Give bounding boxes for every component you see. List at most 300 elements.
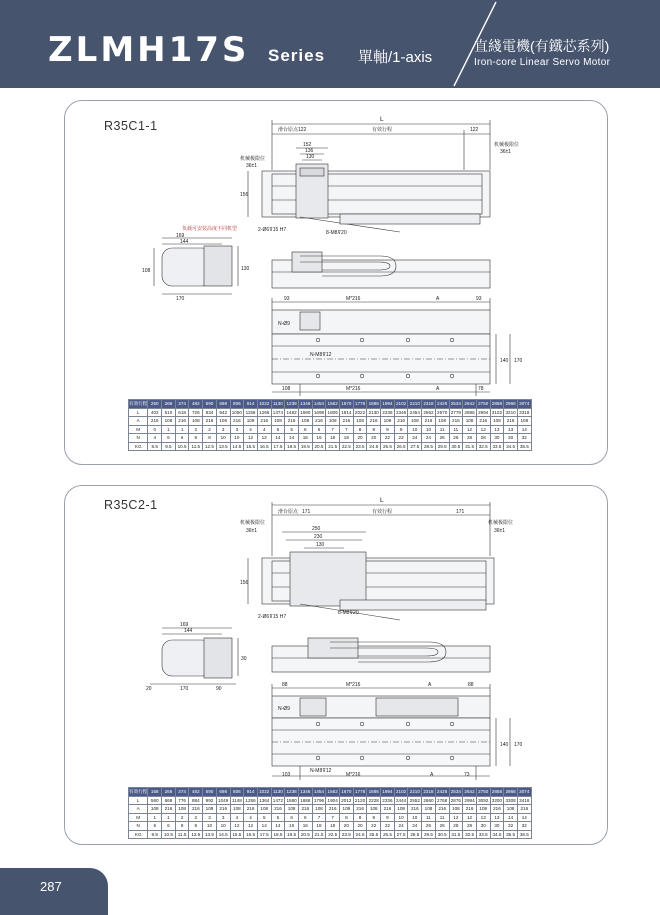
- table-cell: 13: [504, 425, 518, 434]
- dim-130: 130: [306, 154, 315, 160]
- table-cell: 108: [381, 417, 395, 426]
- table-cell: 14: [271, 434, 285, 443]
- stroke-cell: 1670: [341, 789, 352, 795]
- stroke-cell: 2426: [437, 401, 448, 407]
- table-cell: 108: [340, 805, 354, 814]
- table-cell: 884: [189, 796, 203, 805]
- table-cell: 28: [476, 434, 490, 443]
- table-cell: 8.5: [148, 442, 162, 451]
- table-cell: 22: [381, 822, 395, 831]
- table-cell: 108: [353, 417, 367, 426]
- table-cell: 1: [162, 425, 176, 434]
- stroke-cell: 3074: [519, 401, 530, 407]
- hole-left-spec: 2-Ø6⊽15 H7: [258, 227, 287, 233]
- table-cell: 8: [175, 822, 189, 831]
- table-cell: 24: [408, 434, 422, 443]
- stroke-cell: 2210: [409, 401, 420, 407]
- dim-origin: 滑台原点122: [278, 127, 307, 133]
- stroke-cell: 2102: [395, 789, 407, 795]
- series-label: Series: [268, 46, 326, 65]
- dim-a-bottom: A: [430, 772, 434, 778]
- table-cell: 1904: [327, 797, 338, 803]
- table-cell: 16.5: [257, 442, 271, 451]
- stroke-cell: 1022: [259, 789, 270, 795]
- table-cell: 10.5: [162, 830, 176, 839]
- table-cell: 7: [340, 425, 354, 434]
- table-cell: 4: [257, 425, 271, 434]
- table-cell: 13: [490, 813, 504, 822]
- install-height-note: 负载可安装高度不同机型: [182, 226, 238, 232]
- table-cell: 26: [435, 434, 449, 443]
- table-cell: 3102: [491, 409, 503, 415]
- table-cell: 4: [244, 813, 258, 822]
- row-label: M: [129, 425, 148, 434]
- table-cell: 942: [216, 408, 230, 417]
- table-cell: 1256: [245, 797, 256, 803]
- table-cell: 10: [408, 813, 422, 822]
- table-cell: 2238: [382, 409, 393, 415]
- table-cell: 8: [367, 425, 381, 434]
- stroke-cell: 1022: [259, 401, 270, 407]
- table-cell: 3416: [519, 797, 530, 803]
- table-cell: 19.5: [285, 830, 299, 839]
- table-cell: 35.5: [517, 442, 531, 451]
- table-cell: 0: [148, 425, 162, 434]
- limit-right-value: 36±1: [500, 149, 512, 155]
- dim-a-top: A: [436, 296, 440, 302]
- table-cell: 13.5: [203, 830, 217, 839]
- table-cell: 35.5: [504, 830, 518, 839]
- stroke-cell: 266: [162, 788, 176, 797]
- hole-n9: N-Ø9: [278, 321, 290, 327]
- table-cell: 12: [244, 822, 258, 831]
- table-cell: 216: [504, 417, 518, 426]
- stroke-cell: 914: [244, 788, 258, 797]
- stroke-cell: 1778: [354, 401, 366, 407]
- dim-140: 140: [500, 358, 509, 364]
- axis-label: 單軸/1-axis: [358, 49, 433, 66]
- dim-m216-top: M*216: [346, 682, 361, 688]
- dim-108: 108: [142, 268, 151, 274]
- table-cell: 8: [353, 813, 367, 822]
- table-row: [129, 796, 532, 805]
- stroke-cell: 2534: [450, 789, 461, 795]
- table-cell: 23.5: [340, 830, 354, 839]
- dim-170-plan: 170: [514, 358, 523, 364]
- stroke-cell: 2318: [423, 789, 434, 795]
- dim-origin-value: 171: [302, 509, 311, 515]
- table-cell: 12.5: [189, 830, 203, 839]
- table-cell: 20: [353, 434, 367, 443]
- table-cell: 108: [175, 805, 189, 814]
- hole-right-spec: 8-M8⊽20: [338, 610, 359, 616]
- table-cell: 23.5: [353, 442, 367, 451]
- stroke-cell: 482: [189, 788, 203, 797]
- table-cell: 108: [148, 805, 162, 814]
- table-cell: 34.5: [490, 830, 504, 839]
- stroke-cell: 1130: [272, 401, 283, 407]
- limit-right-label: 机械极限位: [488, 520, 514, 526]
- table-cell: 24.5: [367, 442, 381, 451]
- product-title: ZLMH17S: [48, 30, 250, 70]
- table-cell: 28: [463, 434, 477, 443]
- stroke-cell: 1670: [341, 401, 352, 407]
- stroke-cell: 2966: [505, 401, 516, 407]
- stroke-cell: 1562: [327, 789, 338, 795]
- stroke-cell: 698: [216, 400, 230, 409]
- table-cell: 22: [367, 822, 381, 831]
- table-row: [129, 805, 532, 814]
- table-cell: 2346: [395, 409, 407, 415]
- table-cell: 2660: [423, 797, 434, 803]
- table-cell: 20: [367, 434, 381, 443]
- stroke-cell: 250: [148, 400, 162, 409]
- dim-171: 171: [456, 509, 465, 515]
- table-cell: 30.5: [449, 442, 463, 451]
- hole-right-spec: 8-M8⊽20: [326, 230, 347, 236]
- table-cell: 20: [340, 822, 354, 831]
- table-cell: 15.5: [230, 830, 244, 839]
- table-cell: 28: [463, 822, 477, 831]
- table-cell: 1374: [272, 409, 284, 415]
- dim-140: 140: [500, 742, 509, 748]
- table-cell: 1796: [313, 797, 325, 803]
- table-cell: 2: [203, 425, 217, 434]
- table-cell: 108: [367, 805, 381, 814]
- table-cell: 216: [230, 417, 244, 426]
- table-cell: 12: [230, 822, 244, 831]
- table-cell: 14: [517, 425, 531, 434]
- table-cell: 17.5: [271, 442, 285, 451]
- table-cell: 13: [490, 425, 504, 434]
- table-cell: 7: [312, 813, 326, 822]
- dim-93-left: 93: [284, 296, 290, 302]
- table-cell: 16.5: [244, 830, 258, 839]
- table-cell: 18: [326, 822, 340, 831]
- table-cell: 10: [422, 425, 436, 434]
- table-cell: 28.5: [422, 442, 436, 451]
- table-cell: 2012: [341, 797, 352, 803]
- table-cell: 216: [449, 417, 463, 426]
- table-cell: 3210: [505, 409, 516, 415]
- table-cell: 26: [435, 822, 449, 831]
- table-row: [129, 830, 532, 839]
- stroke-cell: 266: [162, 400, 176, 409]
- table-cell: 834: [203, 408, 217, 417]
- table-cell: 216: [326, 805, 340, 814]
- limit-right-label: 机械极限位: [494, 142, 520, 148]
- stroke-cell: 2966: [505, 789, 516, 795]
- table-cell: 216: [367, 417, 381, 426]
- table-cell: 2: [189, 813, 203, 822]
- table-cell: 1049: [218, 797, 229, 803]
- table-cell: 12: [449, 813, 463, 822]
- table-cell: 776: [175, 796, 189, 805]
- table-cell: 32.5: [476, 442, 490, 451]
- dim-230: 230: [314, 534, 323, 540]
- table-cell: 2: [189, 425, 203, 434]
- table-cell: 9: [381, 813, 395, 822]
- table-cell: 6: [298, 813, 312, 822]
- stroke-cell: 2210: [409, 789, 420, 795]
- row-label: A: [129, 417, 148, 426]
- table-cell: 15.5: [244, 442, 258, 451]
- table-cell: 1688: [300, 797, 311, 803]
- table-cell: 21.5: [312, 830, 326, 839]
- table-row: [129, 813, 532, 822]
- table-cell: 25.5: [367, 830, 381, 839]
- table-cell: 1806: [327, 409, 338, 415]
- stroke-cell: 2426: [437, 789, 448, 795]
- stroke-cell: 1238: [286, 789, 297, 795]
- table-cell: 108: [394, 805, 408, 814]
- table-cell: 216: [490, 805, 504, 814]
- table-cell: 9.5: [148, 830, 162, 839]
- table-cell: 12: [463, 813, 477, 822]
- table-cell: 16: [298, 434, 312, 443]
- row-label: M: [129, 813, 148, 822]
- limit-left-value: 36±1: [246, 163, 258, 169]
- table-cell: 12.5: [203, 442, 217, 451]
- table-cell: 1266: [259, 409, 270, 415]
- table-cell: 25.5: [381, 442, 395, 451]
- table-cell: 216: [476, 417, 490, 426]
- table-cell: 3: [216, 425, 230, 434]
- table-cell: 32: [504, 822, 518, 831]
- stroke-cell: 2318: [423, 401, 434, 407]
- dim-88-left: 88: [282, 682, 288, 688]
- table-cell: 28: [449, 822, 463, 831]
- table-cell: 6: [285, 813, 299, 822]
- table-cell: 18: [326, 434, 340, 443]
- stroke-cell: 2534: [450, 401, 461, 407]
- table-cell: 32: [517, 434, 531, 443]
- table-cell: 14.5: [230, 442, 244, 451]
- table-cell: 13: [476, 813, 490, 822]
- dim-m216-top: M*216: [346, 296, 361, 302]
- table-cell: 108: [285, 805, 299, 814]
- stroke-cell: 374: [175, 400, 189, 409]
- table-cell: 20: [353, 822, 367, 831]
- stroke-cell: 1994: [382, 789, 393, 795]
- table-cell: 7: [326, 425, 340, 434]
- table-cell: 21.5: [326, 442, 340, 451]
- table-cell: 216: [517, 805, 531, 814]
- table-cell: 32.5: [463, 830, 477, 839]
- table-cell: 216: [285, 417, 299, 426]
- table-cell: 2984: [464, 797, 475, 803]
- table-cell: 12: [476, 425, 490, 434]
- table-cell: 108: [257, 805, 271, 814]
- dim-88-right: 88: [468, 682, 474, 688]
- table-cell: 402: [148, 408, 162, 417]
- table-cell: 10: [394, 813, 408, 822]
- stroke-cell: 2858: [491, 789, 503, 795]
- table-cell: 2130: [368, 409, 379, 415]
- dim-103: 103: [282, 772, 291, 778]
- table-cell: 216: [175, 417, 189, 426]
- table-cell: 216: [340, 417, 354, 426]
- table-cell: 1: [175, 425, 189, 434]
- table-cell: 108: [216, 417, 230, 426]
- table-cell: 2022: [354, 409, 366, 415]
- table-cell: 19.5: [298, 442, 312, 451]
- table-cell: 20.5: [298, 830, 312, 839]
- table-cell: 13.5: [216, 442, 230, 451]
- row-label: A: [129, 805, 148, 814]
- table-cell: 10: [230, 434, 244, 443]
- table-cell: 4: [148, 434, 162, 443]
- table-cell: 11: [435, 813, 449, 822]
- table-cell: 6: [162, 822, 176, 831]
- table-cell: 24: [408, 822, 422, 831]
- table-cell: 1580: [286, 797, 297, 803]
- table-cell: 560: [148, 796, 162, 805]
- category-title-en: Iron-core Linear Servo Motor: [474, 57, 611, 68]
- table-cell: 216: [422, 417, 436, 426]
- table-cell: 14.5: [216, 830, 230, 839]
- dim-m216-bottom: M*216: [346, 386, 361, 392]
- stroke-cell: 914: [244, 400, 258, 409]
- table-cell: 108: [162, 417, 176, 426]
- dim-73: 73: [464, 772, 470, 778]
- table-cell: 108: [476, 805, 490, 814]
- table-cell: 18.5: [285, 442, 299, 451]
- table-cell: 1914: [341, 409, 352, 415]
- table-cell: 108: [326, 417, 340, 426]
- table-cell: 34.5: [504, 442, 518, 451]
- row-label: N: [129, 822, 148, 831]
- table-cell: 26.5: [381, 830, 395, 839]
- table-cell: 33.5: [476, 830, 490, 839]
- table-cell: 618: [175, 408, 189, 417]
- table-cell: 9: [367, 813, 381, 822]
- stroke-cell: 2858: [491, 401, 503, 407]
- table-cell: 2228: [368, 797, 379, 803]
- table-cell: 30.5: [435, 830, 449, 839]
- table-cell: 2768: [437, 797, 448, 803]
- table-cell: 8: [203, 434, 217, 443]
- table-cell: 2876: [450, 797, 461, 803]
- dim-stroke: 有效行程: [372, 127, 393, 133]
- row-label: L: [129, 796, 148, 805]
- table-cell: 1: [148, 813, 162, 822]
- table-cell: 2120: [354, 797, 366, 803]
- table-cell: 2886: [464, 409, 475, 415]
- table-cell: 9: [381, 425, 395, 434]
- table-cell: 9: [394, 425, 408, 434]
- table-cell: 30: [504, 434, 518, 443]
- table-cell: 30: [476, 822, 490, 831]
- table-cell: 32: [517, 822, 531, 831]
- stroke-cell: 806: [230, 788, 244, 797]
- table-cell: 18: [340, 434, 354, 443]
- stroke-cell: 1994: [382, 401, 393, 407]
- dim-108-bottom: 108: [282, 386, 291, 392]
- limit-left-label: 机械极限位: [240, 520, 266, 526]
- table-cell: 8: [189, 822, 203, 831]
- dim-169: 169: [176, 233, 185, 239]
- table-cell: 216: [408, 805, 422, 814]
- table-cell: 5: [257, 813, 271, 822]
- stroke-cell: 1346: [300, 789, 311, 795]
- dim-93-right: 93: [476, 296, 482, 302]
- stroke-header-label: 有效行程: [129, 788, 148, 797]
- model-name: R35C2-1: [104, 498, 158, 512]
- stroke-cell: 1238: [286, 401, 297, 407]
- table-row: [129, 822, 532, 831]
- table-cell: 24: [422, 434, 436, 443]
- table-cell: 1364: [259, 797, 270, 803]
- table-cell: 216: [381, 805, 395, 814]
- dim-144: 144: [180, 239, 189, 245]
- stroke-cell: 590: [203, 788, 217, 797]
- table-cell: 108: [298, 417, 312, 426]
- table-cell: 1482: [286, 409, 297, 415]
- table-cell: 108: [490, 417, 504, 426]
- table-cell: 992: [203, 796, 217, 805]
- table-cell: 30: [490, 822, 504, 831]
- stroke-cell: 2642: [464, 401, 475, 407]
- dim-90: 90: [216, 686, 222, 692]
- hole-n9: N-Ø9: [278, 706, 290, 712]
- table-cell: 28.5: [408, 830, 422, 839]
- table-cell: 2336: [382, 797, 393, 803]
- dim-L: L: [380, 497, 384, 504]
- table-cell: 18: [312, 822, 326, 831]
- table-cell: 2: [175, 813, 189, 822]
- table-cell: 27.5: [408, 442, 422, 451]
- table-cell: 1: [162, 813, 176, 822]
- dim-stroke: 有效行程: [372, 509, 393, 515]
- table-cell: 26.5: [394, 442, 408, 451]
- dim-156: 156: [240, 580, 249, 586]
- table-cell: 2670: [437, 409, 448, 415]
- table-cell: 108: [271, 417, 285, 426]
- stroke-cell: 1562: [327, 401, 338, 407]
- table-cell: 5: [285, 425, 299, 434]
- table-cell: 16: [312, 434, 326, 443]
- table-cell: 22: [381, 434, 395, 443]
- dim-origin: 滑台原点: [278, 509, 299, 515]
- table-cell: 10: [216, 434, 230, 443]
- dim-170: 170: [180, 686, 189, 692]
- table-cell: 24: [394, 822, 408, 831]
- limit-left-label: 机械极限位: [240, 156, 266, 162]
- limit-left-value: 36±1: [246, 528, 258, 534]
- table-cell: 2778: [450, 409, 461, 415]
- table-cell: 10.5: [175, 442, 189, 451]
- stroke-cell: 1886: [368, 401, 379, 407]
- category-title-cn: 直綫電機(有鐵芯系列): [474, 38, 610, 54]
- table-cell: 108: [435, 417, 449, 426]
- table-cell: 216: [257, 417, 271, 426]
- table-cell: 3: [230, 425, 244, 434]
- dim-152: 152: [303, 142, 312, 148]
- row-label: N: [129, 434, 148, 443]
- table-cell: 1148: [231, 797, 242, 803]
- table-cell: 216: [353, 805, 367, 814]
- stroke-cell: 374: [175, 788, 189, 797]
- table-cell: 31.5: [463, 442, 477, 451]
- table-cell: 3: [216, 813, 230, 822]
- dim-156: 156: [240, 192, 249, 198]
- table-cell: 20.5: [312, 442, 326, 451]
- table-cell: 2552: [409, 797, 420, 803]
- table-cell: 2444: [395, 797, 407, 803]
- table-cell: 8: [189, 434, 203, 443]
- table-cell: 17.5: [257, 830, 271, 839]
